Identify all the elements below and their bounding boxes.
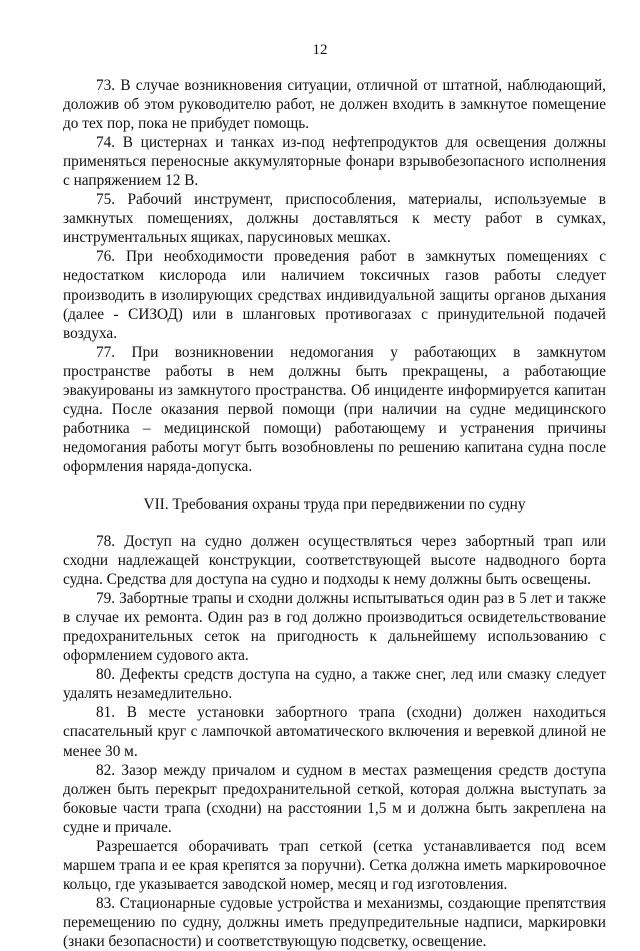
section-heading: VII. Требования охраны труда при передвижении по судну [143,495,526,513]
paragraph-75: 75. Рабочий инструмент, приспособления, материалы, используемые в замкнутых помещениях, должны доставляться к месту работ в сумках, инструментальных ящиках, парусиновых мешках. [63,191,606,247]
paragraph-82: 82. Зазор между причалом и судном в местах размещения средств доступа должен быть перекрыт предохранительной сеткой, которая должна выступать за боковые части трапа (сходни) на расстоянии 1,5 м и должна быть закреплена на судне и причале. [63,761,606,836]
paragraph-79: 79. Забортные трапы и сходни должны испытываться один раз в 5 лет и также в случае их ремонта. Один раз в год должно производиться освидетельствование предохранительных сеток на пригодность к дальнейшему использованию с оформлением судового акта. [63,590,606,665]
document-body [63,76,606,951]
paragraph-82-continued: Разрешается оборачивать трап сеткой (сетка устанавливается под всем маршем трапа и ее края крепятся за поручни). Сетка должна иметь маркировочное кольцо, где указывается заводской номер, месяц и год изготовления. [63,837,606,893]
paragraph-76: 76. При необходимости проведения работ в замкнутых помещениях с недостатком кислорода или наличием токсичных газов работы следует производить в изолирующих средствах индивидуальной защиты органов дыхания (далее - СИЗОД) или в шланговых противогазах с принудительной подачей воздуха. [63,248,606,342]
paragraph-83: 83. Стационарные судовые устройства и механизмы, создающие препятствия перемещению по судну, должны иметь предупредительные надписи, маркировки (знаки безопасности) и соответствующую подсветку, освещение. [63,894,606,950]
paragraph-73: 73. В случае возникновения ситуации, отличной от штатной, наблюдающий, доложив об этом руководителю работ, не должен входить в замкнутое помещение до тех пор, пока не прибудет помощь. [63,77,606,133]
paragraph-74: 74. В цистернах и танках из-под нефтепродуктов для освещения должны применяться переносные аккумуляторные фонари взрывобезопасного исполнения с напряжением 12 В. [63,134,606,190]
page-number: 12 [312,42,328,58]
paragraph-81: 81. В месте установки забортного трапа (сходни) должен находиться спасательный круг с лампочкой автоматического включения и веревкой длиной не менее 30 м. [63,704,606,760]
paragraph-77: 77. При возникновении недомогания у работающих в замкнутом пространстве работы в нем должны быть прекращены, а работающие эвакуированы из замкнутого пространства. Об инциденте информируется капитан судна. После оказания первой помощи (при наличии на судне медицинского работника – медицинской помощи) работающему и устранения причины недомогания работы могут быть возобновлены по решению капитана судна после оформления наряда-допуска. [63,343,606,475]
paragraph-80: 80. Дефекты средств доступа на судно, а также снег, лед или смазку следует удалять незамедлительно. [63,666,606,703]
paragraph-78: 78. Доступ на судно должен осуществляться через забортный трап или сходни надлежащей конструкции, соответствующей высоте надводного борта судна. Средства для доступа на судно и подходы к нему должны быть освещены. [63,532,606,589]
